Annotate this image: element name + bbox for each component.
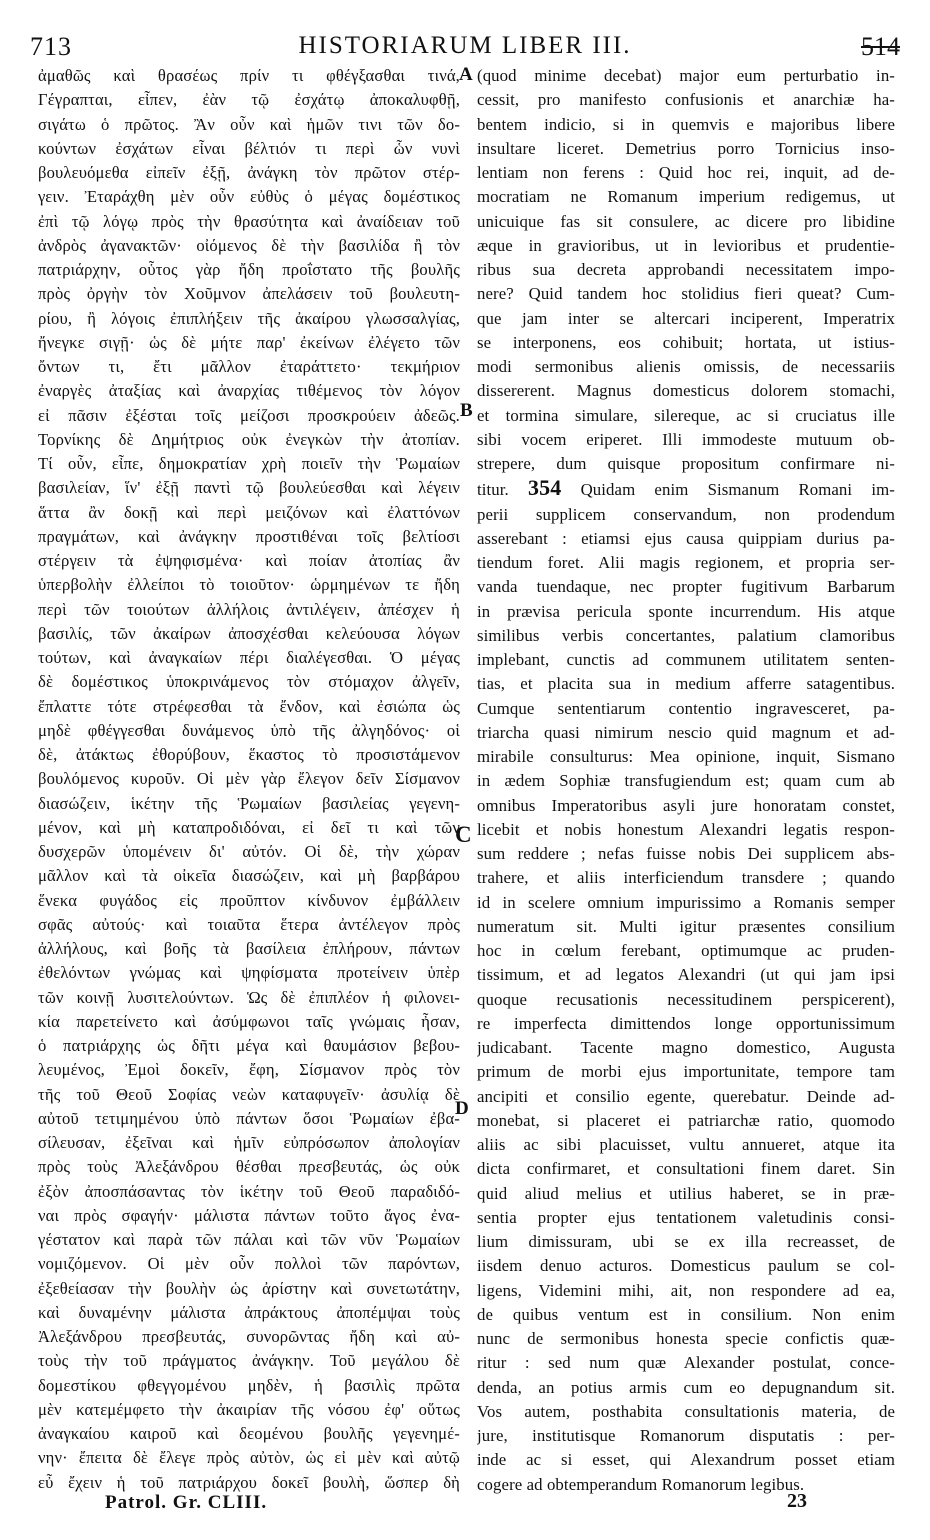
latin-text-line: quoque recusationis necessitudinem perspicerent), <box>477 989 895 1009</box>
greek-text-line: εἰ πᾶσιν ἐξέσται τοῖς μείζοσι προσκρούειν ἀδεῶς. <box>38 405 460 425</box>
latin-text-line: que jam inter se altercari inciperent, Imperatrix <box>477 308 895 328</box>
latin-text-line: re imperfecta dimittendos longe opportunissimum <box>477 1013 895 1033</box>
margin-marker-c: C <box>455 822 472 847</box>
latin-text-line: id in scelere omnium impurissimo a Romanis semper <box>477 892 895 912</box>
latin-text-line: dissererent. Magnus domesticus dolorem stomachi, <box>477 381 895 401</box>
latin-text-line: tias, et placita sua in medium afferre satagentibus. <box>477 674 895 694</box>
latin-text-line: tiendum foret. Alii magis regionem, et propria ser- <box>477 553 895 572</box>
latin-text-line: (quod minime decebat) major eum perturbatio in- <box>477 66 895 85</box>
page-number-right: 514 <box>861 32 900 61</box>
running-header <box>30 32 900 62</box>
greek-text-line: δυσχερῶν ὑπομένειν δι' αὐτόν. Οἱ δὲ, τὴν χώραν <box>38 842 460 861</box>
running-title: HISTORIARUM LIBER III. <box>298 32 632 59</box>
latin-text-line: sentia propter ejus tentationem valetudinis consi- <box>477 1207 895 1227</box>
greek-text-line: πρὸς τοὺς Ἀλεξάνδρου θέσθαι πρεσβευτάς, ὡς οὐκ <box>38 1157 460 1177</box>
latin-text-line: insultare liceret. Demetrius porro Tornicius inso- <box>477 138 895 158</box>
latin-text-line: monebat, si placeret ei patriarchæ ratio, quomodo <box>477 1110 895 1130</box>
latin-text-line: tissimum, et ad legatos Alexandri (ut qui jam ipsi <box>477 965 895 985</box>
greek-text-line: ἐξεθείασαν τὴν βουλὴν ὡς ἀρίστην καὶ συνετωτάτην, <box>38 1278 460 1298</box>
greek-text-line: τοὺς τὴν τοῦ πράγματος ἀνάγκην. Τοῦ μεγάλου δὲ <box>38 1351 460 1371</box>
latin-section-prefix: titur. <box>477 480 509 500</box>
latin-text-line: numeratum sit. Multi igitur præsentes consilium <box>477 916 895 936</box>
latin-text-line: triarcha quasi nimirum nescio quid magnum et ad- <box>477 722 895 742</box>
latin-text-line: inde ac si esset, qui Alexandrum posset etiam <box>477 1450 895 1470</box>
greek-text-line: ναι πρὸς σφαγήν· μάλιστα πάντων τοῦτο ἄγος ἐνα- <box>38 1205 460 1225</box>
latin-text-line: mirabile consulturus: Mea opinione, inquit, Sismano <box>477 747 895 766</box>
greek-text-line: Ἀλεξάνδρου πρεσβευτάς, συνορῶντας ἤδη καὶ αὐ- <box>38 1327 460 1346</box>
greek-text-line: πατριάρχην, οὗτος γὰρ ἤδη προΐστατο τῆς βουλῆς <box>38 260 460 279</box>
greek-text-line: βασιλίς, τῶν ἀκαίρων ἀποσχέσθαι κελεύουσα λόγων <box>38 623 460 643</box>
latin-text-line: mocratiam ne Romanum imperium redigemus, ut <box>477 187 895 207</box>
latin-text-line: Cumque sententiarum contentio ingravesceret, pa- <box>477 698 895 718</box>
greek-text-line: ἐξὸν ἀποσπάσαντας τὸν ἱκέτην τοῦ Θεοῦ παραδιδό- <box>38 1181 460 1201</box>
greek-text-line: τῆς τοῦ Θεοῦ Σοφίας νεὼν καταφυγεῖν· ἀσυλίᾳ δὲ <box>38 1084 460 1104</box>
greek-text-line: μένον, καὶ μὴ καταπροδιδόναι, εἰ δεῖ τι καὶ τῶν <box>38 817 460 837</box>
latin-text-line: jure, institutisque Romanorum disputatis : per- <box>477 1426 895 1445</box>
latin-text-line: ligens, Videmini mihi, ait, non respondere ad ea, <box>477 1280 895 1300</box>
greek-text-line: νην· ἔπειτα δὲ ἔλεγε πρὸς αὐτὸν, ὡς εἰ μὲν καὶ αὐτῷ <box>38 1448 460 1468</box>
greek-text-line: σφᾶς αὐτούς· καὶ τοιαῦτα ἕτερα ἀντέλεγον πρὸς <box>38 914 460 934</box>
footer-series-label: Patrol. Gr. CLIII. <box>105 1492 268 1513</box>
latin-text-line: perii supplicem conservandum, non prodendum <box>477 504 895 524</box>
section-number: 354 <box>528 476 562 501</box>
latin-text-line: judicabant. Tacente magno domestico, Augusta <box>477 1038 895 1057</box>
latin-text-line: asserebant : etiamsi ejus causa quippiam durius pa- <box>477 528 895 548</box>
latin-text-line: ribus sua decreta approbandi necessitatem impo- <box>477 260 895 279</box>
greek-text-line: δὲ δομέστικος ὑποκρινάμενος τὸν στόμαχον ἀλγεῖν, <box>38 672 460 692</box>
greek-text-line: κία παρετείνετο καὶ ἀσύμφωνοι ταῖς γνώμαις ἦσαν, <box>38 1011 460 1031</box>
latin-text-line: nunc de sermonibus honesta specie confictis quæ- <box>477 1329 895 1348</box>
footer-signature-number: 23 <box>787 1490 807 1512</box>
greek-text-line: βουλόμενος κυροῦν. Οἱ μὲν γὰρ ἔλεγον δεῖν Σίσμανον <box>38 769 460 789</box>
greek-text-line: εὖ ἔχειν ἡ τοῦ πατριάρχου δοκεῖ βουλὴ, ὥσπερ δὴ <box>38 1472 460 1492</box>
latin-text-line: in ædem Sophiæ transfugiendum est; quam cum ab <box>477 771 895 791</box>
latin-text-line: unicuique fas sit consulere, ac dicere pro libidine <box>477 211 895 231</box>
latin-text-line: trahere, et aliis interficiendum transdere ; quando <box>477 868 895 888</box>
latin-text-line: de quibus ventum est in consilium. Non enim <box>477 1304 895 1324</box>
greek-text-line: Τορνίκης δὲ Δημήτριος οὐκ ἐνεγκὼν τὴν ἀτοπίαν. <box>38 429 460 449</box>
margin-marker-a: A <box>459 64 473 85</box>
greek-text-line: περὶ τῶν τοιούτων ἀλλήλοις ἀντιλέγειν, ἀπέσχεν ἡ <box>38 599 460 619</box>
greek-text-line: μὲν κατεμέμφετο τὴν ἀκαιρίαν τῆς νόσου ἐφ' οὕτως <box>38 1399 460 1419</box>
latin-text-line: cogere ad obtemperandum Romanorum legibus. <box>477 1474 805 1494</box>
latin-text-line: se interponens, eos cohibuit; hortata, ut istius- <box>477 332 895 352</box>
greek-text-line: βουλευόμεθα εἰπεῖν ἐξῇ, ἀνάγκη τὸν πρῶτον στέρ- <box>38 163 460 182</box>
latin-text-line: omnibus Imperatoribus asyli jure honoratam constet, <box>477 795 895 815</box>
greek-text-line: ἀνδρὸς ἀγανακτῶν· οἰόμενος δὲ τὴν βασιλίδα ἢ τὸν <box>38 235 460 255</box>
greek-text-line: νομιζόμενον. Οἱ μὲν οὖν πολλοὶ τῶν παρόντων, <box>38 1254 460 1274</box>
greek-text-line: ἀλλήλους, καὶ βοῆς τὰ βασίλεια ἐπλήρουν, πάντων <box>38 939 460 958</box>
latin-text-line: iisdem denuo acturos. Domesticus paulum se col- <box>477 1256 895 1276</box>
greek-text-line: ἔπλαττε τότε στρέφεσθαι τὰ ἔνδον, καὶ ἐσιώπα ὡς <box>38 696 460 716</box>
greek-text-line: σίλευσαν, ἐξεῖναι καὶ ἡμῖν εὐπρόσωπον ἀπολογίαν <box>38 1133 460 1152</box>
greek-text-line: ὁ πατριάρχης ὡς δῆτι μέγα καὶ θαυμάσιον βεβου- <box>38 1036 460 1055</box>
latin-text-line: strepere, dum quisque propositum confirmare ni- <box>477 454 895 473</box>
greek-text-line: πραγμάτων, καὶ ἀνάγκην προστιθέναι τοῖς βελτίοσι <box>38 526 460 546</box>
greek-text-line: δὲ, ἀτάκτως ἐθορύβουν, ἕκαστος τὸ προσιστάμενον <box>38 745 460 764</box>
latin-text-line: æque in gravioribus, ut in levioribus et prudentie- <box>477 235 895 255</box>
margin-marker-b: B <box>460 400 473 421</box>
greek-text-line: τούτων, καὶ ἀναγκαίων πέρι διαλέγεσθαι. Ὁ μέγας <box>38 648 460 667</box>
greek-text-line: Γέγραπται, εἶπεν, ἐὰν τῷ ἐσχάτῳ ἀποκαλυφθῇ, <box>38 90 460 110</box>
greek-text-line: ὄντων τι, ἔτι μᾶλλον ἐταράττετο· τεκμήριον <box>38 357 460 376</box>
latin-text-line: lium dimissuram, ubi se ex illa recreasset, de <box>477 1232 895 1251</box>
latin-text-line: sibi vocem eriperet. Illi immodeste mutuum ob- <box>477 429 895 449</box>
greek-text-line: στέργειν τὰ ἐψηφισμένα· καὶ ποίαν ἀτοπίας ἂν <box>38 551 460 570</box>
greek-text-line: ἅττα ἂν δοκῇ καὶ περὶ μειζόνων καὶ ἐλαττόνων <box>38 502 460 522</box>
latin-text-line: similibus verbis concertantes, palatium clamoribus <box>477 625 895 645</box>
latin-text-line: primum de morbi ejus importunitate, tempore tam <box>477 1062 895 1082</box>
latin-text-line: lentiam non ferens : Quid hoc rei, inquit, ad de- <box>477 163 895 182</box>
page-number-left: 713 <box>30 32 72 61</box>
greek-text-line: σιγάτω ὁ πρῶτος. Ἂν οὖν καὶ ἡμῶν τινι τῶν δο- <box>38 114 460 134</box>
greek-text-line: βασιλείαν, ἵν' ἐξῇ παντὶ τῷ βουλεύεσθαι καὶ λέγειν <box>38 478 460 498</box>
latin-text-part-b <box>477 503 895 1497</box>
greek-text-line: ἐθελόντων γνώμας καὶ ψηφίσματα προτείνειν ὑπὲρ <box>38 963 460 983</box>
latin-text-line: vanda tuendaque, nec propter fugitivum Barbarum <box>477 577 895 597</box>
latin-text-line: aliis ac sibi placuisset, vultu annueret, atque ita <box>477 1135 895 1154</box>
greek-text-line: ρίου, ἢ λόγοις ἐπιπλήξειν τῆς ἀκαίρου γλωσσαλγίας, <box>38 308 460 328</box>
latin-text-line: implebant, cunctis ad communem utilitatem senten- <box>477 650 895 669</box>
greek-text-line: αὐτοῦ τετιμημένου ὑπὸ πάντων ὅσοι Ῥωμαίων ἐβα- <box>38 1108 460 1128</box>
latin-text-line: in prævisa pericula sponte incurrendum. His atque <box>477 601 895 621</box>
latin-text-part-a <box>477 64 895 476</box>
latin-text-line: hoc in cœlum ferebant, optimumque ac pruden- <box>477 941 895 960</box>
latin-text-line: licebit et nobis honestum Alexandri legatis respon- <box>477 819 895 839</box>
latin-text-line: ancipiti et consilio egente, querebatur. Deinde ad- <box>477 1086 895 1106</box>
greek-text-line: γέστατον καὶ παρὰ τῶν πάλαι καὶ τῶν νῦν Ῥωμαίων <box>38 1230 460 1249</box>
greek-text-line: πρὸς ὀργὴν τὸν Χοῦμνον ἀπελάσειν τοῦ βουλευτη- <box>38 284 460 304</box>
greek-text-line: ἀναγκαίου καιροῦ καὶ δεομένου βουλῆς γεγενημέ- <box>38 1424 460 1443</box>
latin-text-column <box>477 64 895 1497</box>
latin-text-line: quid aliud melius et utilius haberet, se in præ- <box>477 1183 895 1203</box>
latin-text-line: ritur : sed num quæ Alexander postulat, conce- <box>477 1353 895 1373</box>
greek-text-line: ἀμαθῶς καὶ θρασέως πρίν τι φθέγξασθαι τινά, <box>38 66 460 85</box>
latin-text-line: dicta confirmaret, et consultationi finem daret. Sin <box>477 1159 895 1179</box>
latin-text-line: bentem indicio, si in quemvis e majoribus libere <box>477 114 895 134</box>
greek-text-line: λευμένος, Ἐμοὶ δοκεῖν, ἔφη, Σίσμανον πρὸς τὸν <box>38 1060 460 1080</box>
greek-text-line: Τί οὖν, εἶπε, δημοκρατίαν χρὴ ποιεῖν τὴν Ῥωμαίων <box>38 454 460 473</box>
margin-marker-d: D <box>455 1098 469 1119</box>
greek-text-line: μᾶλλον καὶ τὰ οἰκεῖα διασώζειν, καὶ μὴ βαρβάρου <box>38 866 460 886</box>
greek-text-line: δομεστίκου φθεγγομένου μηδὲν, ἡ βασιλὶς πρῶτα <box>38 1375 460 1395</box>
greek-text-line: διασώζειν, ἱκέτην τῆς Ῥωμαίων βασιλείας γεγενη- <box>38 793 460 813</box>
latin-text-line: modi sermonibus alienis omissis, de necessariis <box>477 357 895 376</box>
latin-text-line: cessit, pro manifesto confusionis et anarchiæ ha- <box>477 90 895 110</box>
greek-text-line: μηδὲ φθέγγεσθαι δυνάμενος ὑπὸ τῆς ἀλγηδόνος· οἱ <box>38 720 460 740</box>
greek-text-line: ἐπὶ τῷ λόγῳ πρὸς τὴν θρασύτητα καὶ ἀναίδειαν τοῦ <box>38 211 460 231</box>
greek-text-line: γειν. Ἐταράχθη μὲν οὖν εὐθὺς ὁ μέγας δομέστικος <box>38 187 460 207</box>
greek-text-line: ὑπερβολὴν ἐλλείποι τὸ τοιοῦτον· ὡρμημένων τε ἤδη <box>38 575 460 595</box>
latin-text-line: nere? Quid tandem hoc stolidius fieri queat? Cum- <box>477 284 895 304</box>
latin-section-line <box>477 476 895 502</box>
latin-text-line: sum reddere ; nefas fuisse nobis Dei supplicem abs- <box>477 844 895 863</box>
greek-text-line: ἕνεκα φυγάδος εἰς προῦπτον κίνδυνον ἐμβάλλειν <box>38 890 460 910</box>
latin-text-line: et tormina simulare, silereque, ac si cruciatus ille <box>477 405 895 425</box>
latin-text-line: Vos autem, posthabita consultationis materia, de <box>477 1401 895 1421</box>
greek-text-line: τῶν κοινῇ λυσιτελούντων. Ὡς δὲ ἐπιπλέον ἡ φιλονει- <box>38 987 460 1007</box>
greek-text-column <box>38 64 460 1495</box>
greek-text-line: καὶ δυναμένην μάλιστα ἀπράκτους ἀποπέμψαι τοὺς <box>38 1302 460 1322</box>
greek-text-line: κούντων ἐσχάτων εἶναι βέλτιόν τι περὶ ὧν νυνὶ <box>38 138 460 158</box>
latin-text-line: denda, an potius armis cum eo depugnandum sit. <box>477 1377 895 1397</box>
latin-section-suffix: Quidam enim Sismanum Romani im- <box>580 480 895 500</box>
greek-text-line: ἐναργὲς ἀταξίας καὶ ἀναρχίας τιθέμενος τὸν λόγον <box>38 381 460 401</box>
greek-text-line: ἤνεγκε σιγῇ· ὡς δὲ μήτε παρ' ἐκείνων ἐλέγετο τῶν <box>38 332 460 352</box>
